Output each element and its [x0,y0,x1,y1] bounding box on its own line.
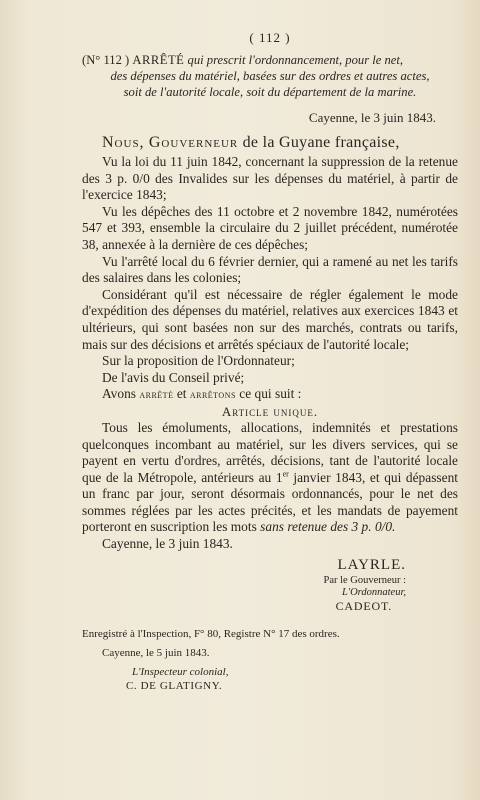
paragraph-avons [82,386,458,403]
date-top: Cayenne, le 3 juin 1843. [308,110,436,125]
date-bottom: Cayenne, le 3 juin 1843. [102,536,233,552]
heading-line3: soit de l'autorité locale, soit du département de la marine. [123,85,417,99]
heading-line1: qui prescrit l'ordonnancement, pour le net, [187,53,404,67]
avons-arrete: arrêté [139,387,174,402]
heading-line2: des dépenses du matériel, basées sur des ordres et autres actes, [110,69,430,83]
signature-name: LAYRLE. [337,556,406,573]
signature-par-le: Par le Gouverneur : [323,574,406,586]
paragraph-considerant: Considérant qu'il est nécessaire de régler également le mode d'expédition des dépenses du matériel, relatives aux exercices 1843 et ultérieurs, qui sont basées non sur des marchés, contrats ou tarifs, mais sur des décisions et arrêtés spéciaux de l'autorité locale; [82,286,458,352]
article-part2: janvier 1843, et qui dépassent un franc par jour, seront désormais ordonnancés, pour le net des sommes réglées par les actes précités, et les mandats de payement porteront en suscription les mots [82,469,458,535]
avons-pre: Avons [102,386,136,402]
article-italic: sans retenue des 3 p. 0/0. [260,519,396,535]
signature-title: L'Ordonnateur, [342,586,406,598]
governor-rest: de la Guyane française, [242,134,400,151]
registration-date: Cayenne, le 5 juin 1843. [102,646,210,659]
signature-block [82,557,406,614]
signature-name2: CADEOT. [335,598,392,613]
article-body [82,420,458,536]
avons-et: et [176,386,187,402]
paragraph-loi: Vu la loi du 11 juin 1842, concernant la suppression de la retenue des 3 p. 0/0 des Invalides sur les dépenses du matériel, à partir de l'exercice 1843; [82,154,458,203]
text-block [82,30,458,692]
decree-word: ARRÊTÉ [132,53,185,67]
governor-nous: Nous, [102,134,145,151]
decree-heading [82,52,458,100]
paragraph-avis: De l'avis du Conseil privé; [102,369,245,385]
paragraph-arrete-local: Vu l'arrêté local du 6 février dernier, qui a ramené au net les tarifs des salaires dans les colonies; [82,253,458,286]
registration-line: Enregistré à l'Inspection, F° 80, Registre N° 17 des ordres. [82,627,340,640]
article-sup: er [282,469,289,479]
paragraph-depeches: Vu les dépêches des 11 octobre et 2 novembre 1842, numérotées 547 et 393, ensemble la circulaire du 2 juillet précédent, numérotée 38, annexée à la dernière de ces dépêches; [82,203,458,252]
paragraph-proposition: Sur la proposition de l'Ordonnateur; [102,353,295,369]
inspector-title: L'Inspecteur colonial, [132,665,229,678]
article-part1: Tous les émoluments, allocations, indemnités et prestations quelconques incombant au matériel, sur les divers services, qui se payent en vertu d'ordres, arrêtés, décisions, tant de l'autorité locale que de la Métropole, antérieurs au 1 [82,419,458,485]
governor-title: Gouverneur [148,134,239,151]
avons-post: ce qui suit : [239,386,302,402]
inspector-name: C. DE GLATIGNY. [126,679,223,692]
governor-line [102,134,458,152]
article-title: Article unique. [221,403,319,419]
decree-number: (N° 112 ) [82,53,130,67]
page-number: ( 112 ) [249,30,291,45]
avons-arretons: arrêtons [189,387,236,402]
